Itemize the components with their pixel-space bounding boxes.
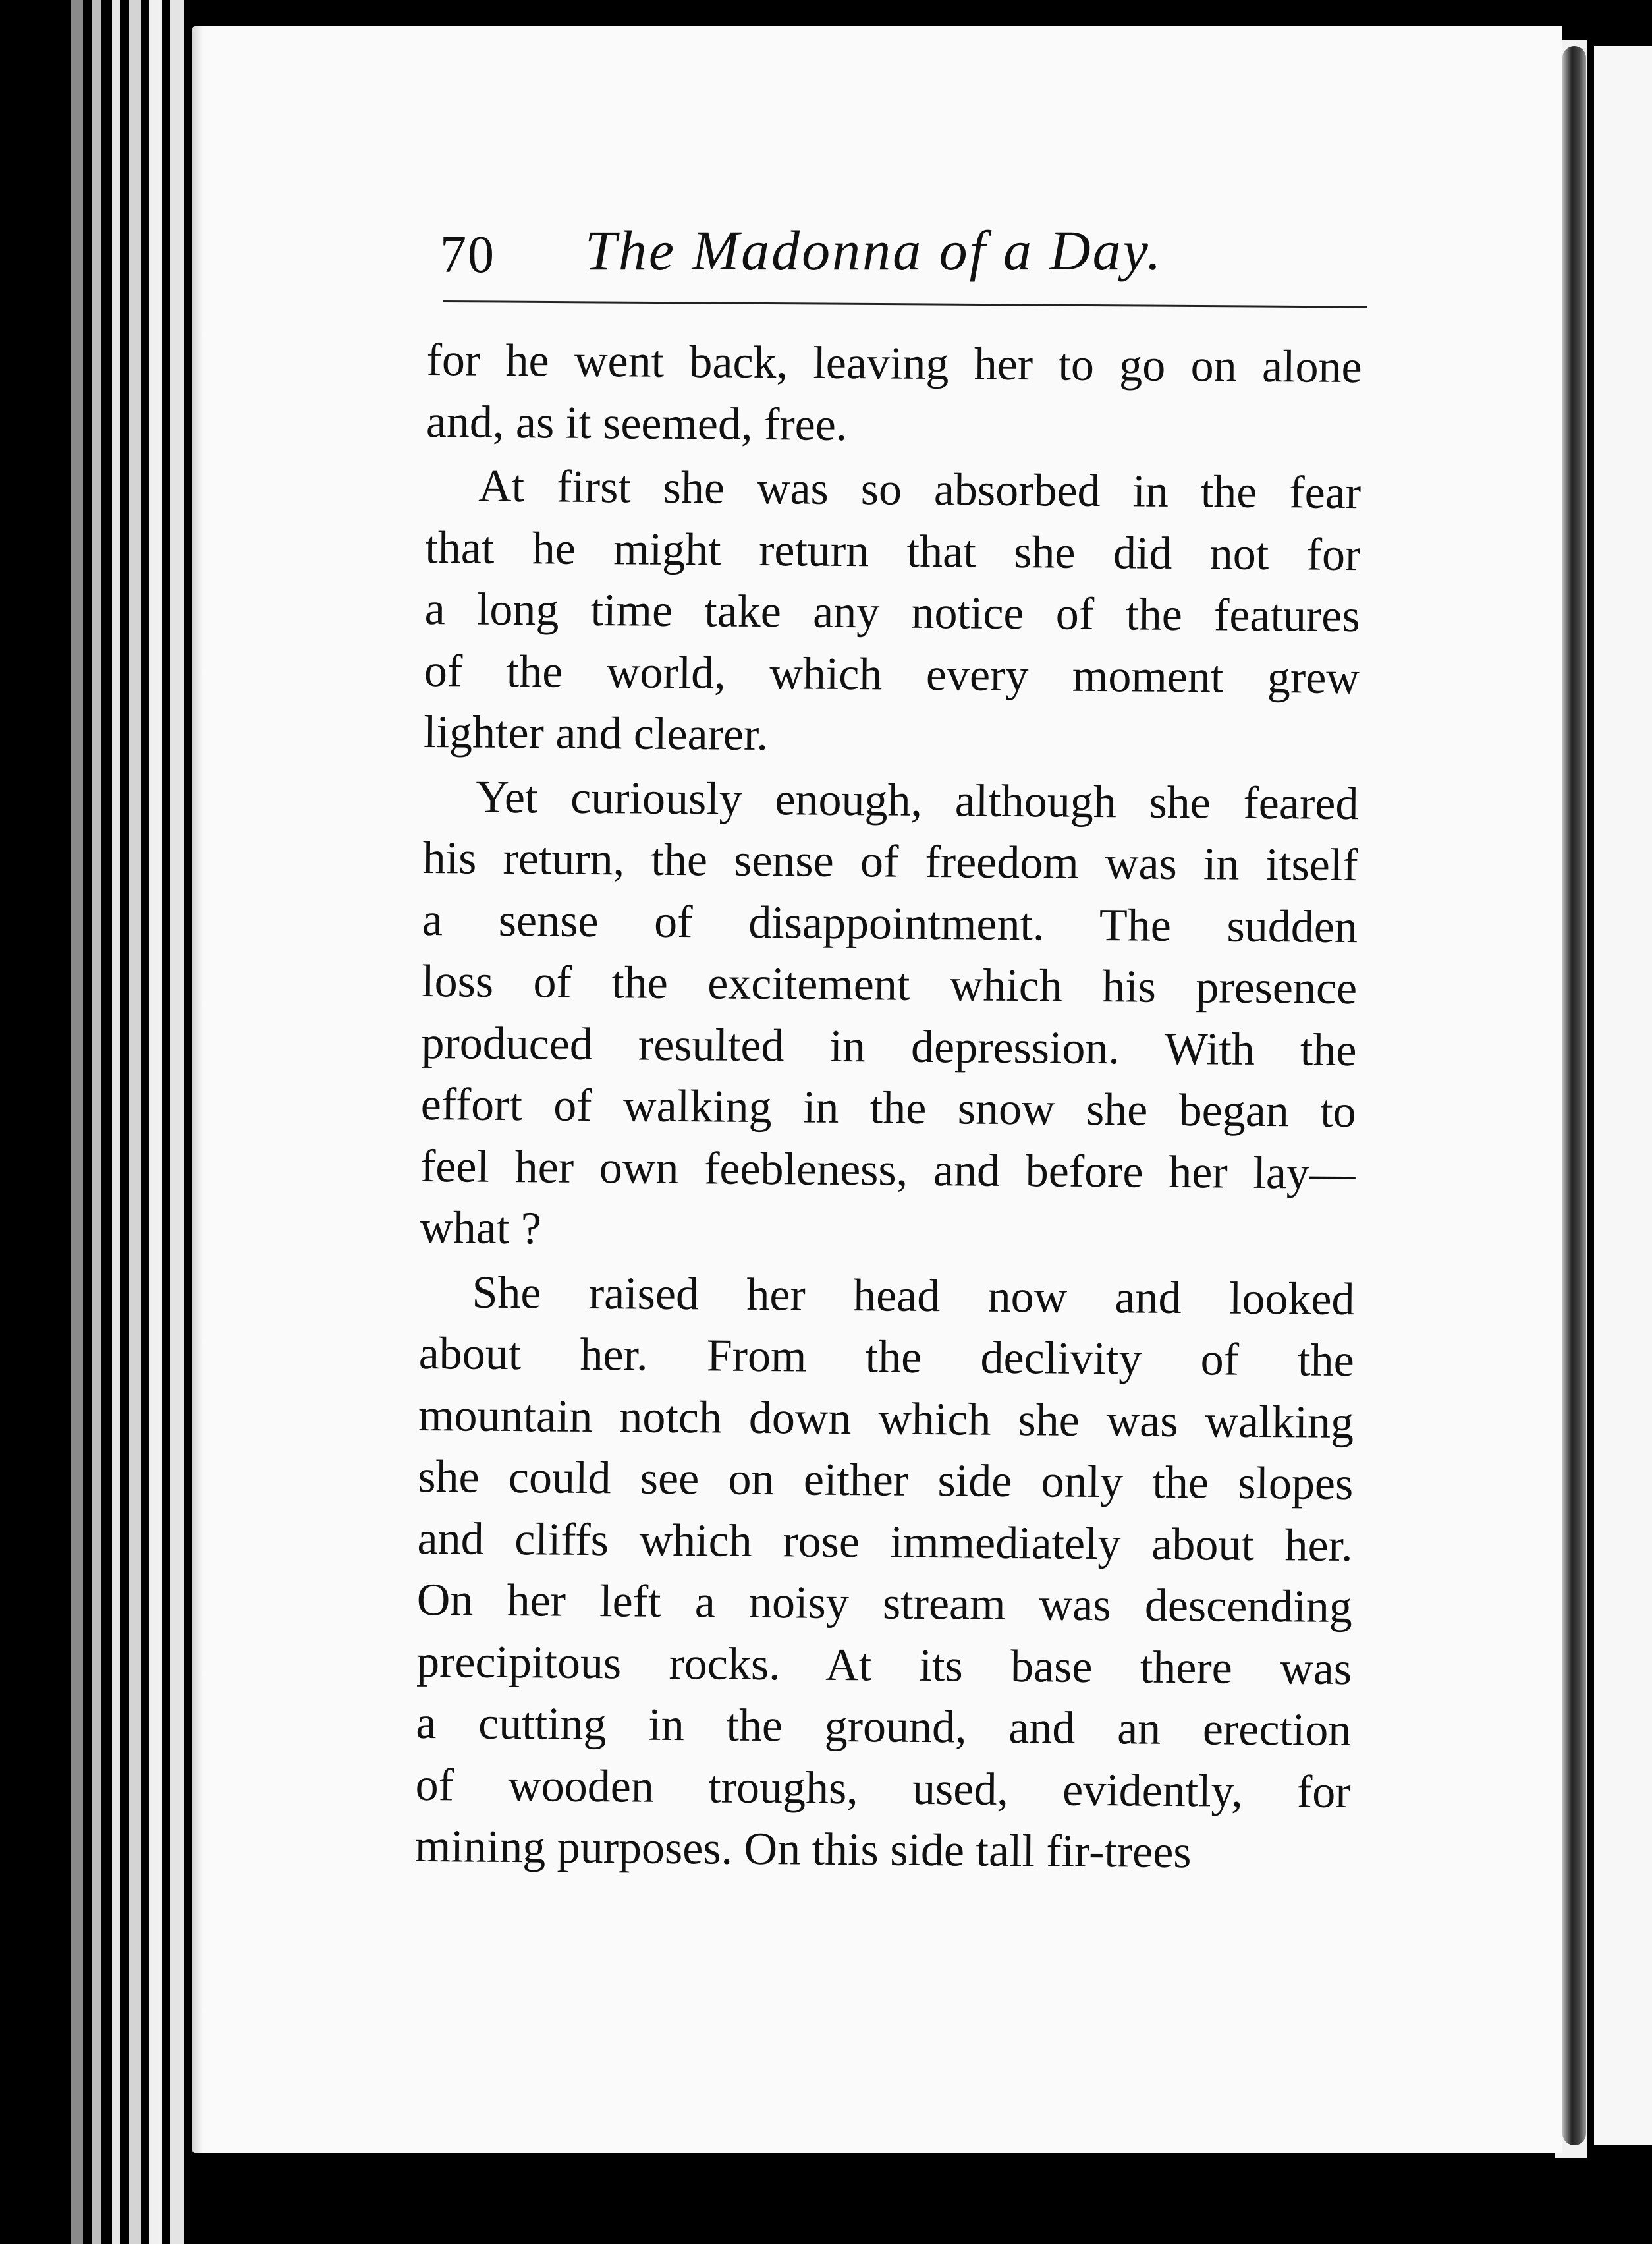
paragraph [420, 766, 1359, 1266]
paragraph [415, 1261, 1355, 1884]
text-line: his return, the sense of freedom was in itself [422, 832, 1358, 891]
text-line: for he went back, leaving her to go on alone [426, 334, 1362, 393]
text-line: that he might return that she did not for [425, 522, 1361, 580]
text-line: produced resulted in depression. With the [421, 1017, 1357, 1076]
text-line: mining purposes. On this side tall fir-trees [414, 1820, 1192, 1878]
text-line: feel her own feebleness, and before her lay— [420, 1140, 1356, 1199]
page-edge [92, 0, 101, 2244]
text-line: a long time take any notice of the features [424, 583, 1360, 642]
text-line: and, as it seemed, free. [426, 396, 848, 451]
text-line: loss of the excitement which his presence [421, 955, 1358, 1015]
page-edge [129, 0, 141, 2244]
text-line: about her. From the declivity of the [418, 1328, 1355, 1387]
text-line: precipitous rocks. At its base there was [416, 1636, 1352, 1695]
text-line: Yet curiously enough, although she feared [476, 771, 1359, 829]
text-line: and cliffs which rose immediately about her. [417, 1513, 1353, 1571]
gutter-shadow [192, 26, 203, 2153]
text-line: a sense of disappointment. The sudden [422, 894, 1358, 953]
text-line: a cutting in the ground, and an erection [416, 1697, 1352, 1756]
text-line: mountain notch down which she was walking [418, 1389, 1354, 1448]
text-line: lighter and clearer. [423, 706, 769, 761]
text-line: of the world, which every moment grew [424, 645, 1360, 704]
text-line: On her left a noisy stream was descending [416, 1574, 1353, 1633]
page-edge [149, 0, 162, 2244]
running-header [440, 217, 1362, 296]
page-number: 70 [440, 226, 495, 284]
text-line: effort of walking in the snow she began to [420, 1079, 1357, 1138]
binding-gutter [1562, 46, 1586, 2145]
text-line: she could see on either side only the slopes [418, 1451, 1354, 1510]
text-line: She raised her head now and looked [472, 1267, 1355, 1325]
page-edge [112, 0, 120, 2244]
page-edge [170, 0, 184, 2244]
running-title: The Madonna of a Day. [585, 219, 1163, 282]
page-edge [71, 0, 83, 2244]
text-line: what ? [419, 1202, 542, 1254]
facing-page [1594, 46, 1652, 2145]
body-text [415, 329, 1362, 1885]
paragraph [426, 329, 1362, 460]
text-line: of wooden troughs, used, evidently, for [415, 1759, 1351, 1818]
text-line: At first she was so absorbed in the fear [478, 461, 1362, 519]
paragraph [424, 455, 1362, 771]
